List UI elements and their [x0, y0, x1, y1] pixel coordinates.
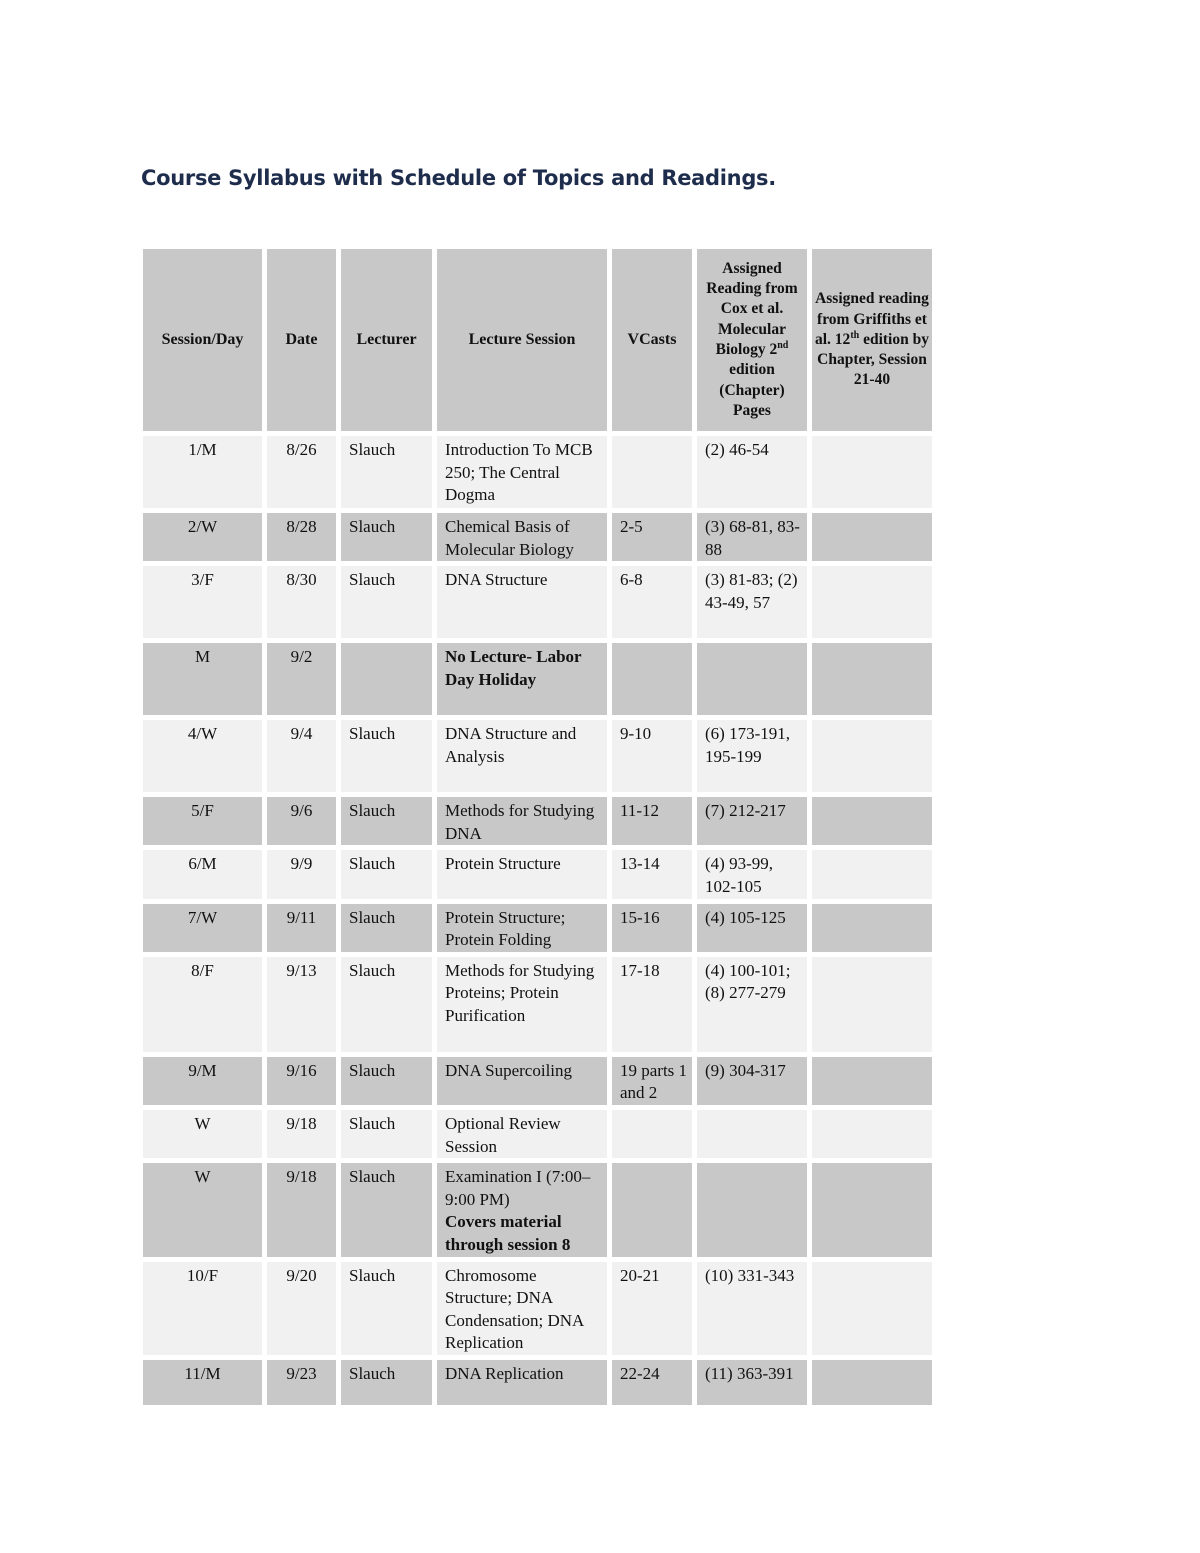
cell-lecture-session [437, 1163, 607, 1256]
header-griffiths-text-2: edition by Chapter, Session 21-40 [817, 330, 929, 389]
syllabus-table [138, 244, 937, 1410]
table-header-row [143, 249, 932, 431]
cell-session-day: 7/W [143, 904, 262, 952]
cell-session-day: M [143, 643, 262, 715]
table-row [143, 1110, 932, 1158]
cell-session-day: 6/M [143, 850, 262, 898]
cell-vcasts: 17-18 [612, 957, 692, 1052]
header-cox-reading [697, 249, 807, 431]
cell-griffiths-reading [812, 797, 932, 845]
cell-cox-reading: (7) 212-217 [697, 797, 807, 845]
cell-cox-reading: (4) 100-101; (8) 277-279 [697, 957, 807, 1052]
cell-lecture-session [437, 513, 607, 561]
lecture-topic-bold-text: Covers material through session 8 [445, 1212, 571, 1254]
cell-date: 9/6 [267, 797, 336, 845]
lecture-topic-text: Protein Structure; Protein Folding [445, 907, 566, 950]
cell-lecturer: Slauch [341, 436, 432, 508]
cell-cox-reading [697, 1163, 807, 1256]
cell-session-day: 11/M [143, 1360, 262, 1405]
header-griffiths-reading [812, 249, 932, 431]
cell-lecture-session [437, 1360, 607, 1405]
cell-griffiths-reading [812, 720, 932, 792]
cell-vcasts [612, 436, 692, 508]
cell-griffiths-reading [812, 566, 932, 638]
cell-session-day: 9/M [143, 1057, 262, 1105]
page-title: Course Syllabus with Schedule of Topics and Readings. [141, 166, 776, 190]
lecture-topic-text: Examination I (7:00–9:00 PM) [445, 1167, 591, 1209]
cell-cox-reading [697, 1110, 807, 1158]
cell-cox-reading: (6) 173-191, 195-199 [697, 720, 807, 792]
cell-griffiths-reading [812, 1057, 932, 1105]
cell-lecturer: Slauch [341, 904, 432, 952]
cell-lecture-session [437, 797, 607, 845]
cell-cox-reading: (2) 46-54 [697, 436, 807, 508]
table-row [143, 797, 932, 845]
table-row [143, 957, 932, 1052]
cell-lecturer: Slauch [341, 1110, 432, 1158]
cell-lecturer: Slauch [341, 850, 432, 898]
cell-vcasts: 19 parts 1 and 2 [612, 1057, 692, 1105]
cell-vcasts: 2-5 [612, 513, 692, 561]
cell-date: 9/20 [267, 1262, 336, 1355]
header-griffiths-superscript: th [850, 329, 860, 341]
cell-lecture-session [437, 1057, 607, 1105]
cell-lecturer: Slauch [341, 957, 432, 1052]
cell-lecturer: Slauch [341, 513, 432, 561]
header-cox-superscript: nd [777, 339, 789, 351]
cell-session-day: 3/F [143, 566, 262, 638]
table-row [143, 720, 932, 792]
lecture-topic-text: DNA Structure and Analysis [445, 724, 577, 766]
cell-griffiths-reading [812, 850, 932, 898]
cell-griffiths-reading [812, 904, 932, 952]
cell-vcasts: 9-10 [612, 720, 692, 792]
cell-lecture-session [437, 436, 607, 508]
lecture-topic-text: Methods for Studying Proteins; Protein Purification [445, 960, 595, 1025]
cell-cox-reading: (10) 331-343 [697, 1262, 807, 1355]
header-cox-text-2: edition (Chapter) Pages [719, 361, 785, 419]
cell-vcasts [612, 643, 692, 715]
table-row [143, 904, 932, 952]
cell-session-day: W [143, 1163, 262, 1256]
cell-vcasts [612, 1163, 692, 1256]
cell-date: 9/13 [267, 957, 336, 1052]
cell-cox-reading: (4) 93-99, 102-105 [697, 850, 807, 898]
cell-griffiths-reading [812, 513, 932, 561]
cell-vcasts [612, 1110, 692, 1158]
cell-date: 8/26 [267, 436, 336, 508]
cell-vcasts: 6-8 [612, 566, 692, 638]
cell-cox-reading: (9) 304-317 [697, 1057, 807, 1105]
cell-vcasts: 22-24 [612, 1360, 692, 1405]
cell-date: 9/23 [267, 1360, 336, 1405]
lecture-topic-text: Chemical Basis of Molecular Biology [445, 517, 574, 559]
table-row [143, 1057, 932, 1105]
header-griffiths-text: Assigned reading from Griffiths et al. 12 [815, 290, 929, 348]
lecture-topic-bold-text: No Lecture- Labor Day Holiday [445, 647, 582, 689]
lecture-topic-text: Protein Structure [445, 854, 561, 874]
table-row [143, 850, 932, 898]
cell-lecturer: Slauch [341, 720, 432, 792]
table-row [143, 1360, 932, 1405]
cell-griffiths-reading [812, 1360, 932, 1405]
cell-griffiths-reading [812, 957, 932, 1052]
table-row [143, 436, 932, 508]
cell-lecturer: Slauch [341, 1057, 432, 1105]
cell-date: 9/9 [267, 850, 336, 898]
cell-lecture-session [437, 957, 607, 1052]
cell-session-day: 1/M [143, 436, 262, 508]
cell-lecturer: Slauch [341, 1163, 432, 1256]
lecture-topic-text: Methods for Studying DNA [445, 801, 595, 843]
header-cox-text: Assigned Reading from Cox et al. Molecular Biology 2 [706, 259, 798, 358]
lecture-topic-text: Optional Review Session [445, 1113, 561, 1156]
cell-lecturer [341, 643, 432, 715]
cell-session-day: 10/F [143, 1262, 262, 1355]
lecture-topic-text: Chromosome Structure; DNA Condensation; DNA Replication [445, 1265, 584, 1353]
table-row [143, 643, 932, 715]
cell-vcasts: 20-21 [612, 1262, 692, 1355]
cell-date: 8/30 [267, 566, 336, 638]
cell-lecture-session [437, 1110, 607, 1158]
cell-session-day: 5/F [143, 797, 262, 845]
cell-date: 9/2 [267, 643, 336, 715]
table-row [143, 1163, 932, 1256]
cell-lecturer: Slauch [341, 797, 432, 845]
header-lecture-session: Lecture Session [437, 249, 607, 431]
cell-date: 8/28 [267, 513, 336, 561]
table-body [143, 436, 932, 1405]
lecture-topic-text: DNA Structure [445, 570, 548, 590]
cell-lecturer: Slauch [341, 1360, 432, 1405]
cell-lecture-session [437, 904, 607, 952]
lecture-topic-text: DNA Supercoiling [445, 1060, 573, 1080]
cell-session-day: 8/F [143, 957, 262, 1052]
cell-lecture-session [437, 850, 607, 898]
header-vcasts: VCasts [612, 249, 692, 431]
lecture-topic-text: Introduction To MCB 250; The Central Dogma [445, 440, 593, 505]
cell-date: 9/16 [267, 1057, 336, 1105]
table-row [143, 566, 932, 638]
cell-cox-reading: (3) 81-83; (2) 43-49, 57 [697, 566, 807, 638]
cell-vcasts: 11-12 [612, 797, 692, 845]
header-lecturer: Lecturer [341, 249, 432, 431]
cell-cox-reading: (4) 105-125 [697, 904, 807, 952]
cell-session-day: W [143, 1110, 262, 1158]
cell-lecturer: Slauch [341, 566, 432, 638]
cell-lecture-session [437, 566, 607, 638]
cell-griffiths-reading [812, 436, 932, 508]
cell-griffiths-reading [812, 1163, 932, 1256]
cell-lecturer: Slauch [341, 1262, 432, 1355]
cell-griffiths-reading [812, 1110, 932, 1158]
cell-session-day: 2/W [143, 513, 262, 561]
cell-cox-reading: (11) 363-391 [697, 1360, 807, 1405]
cell-date: 9/4 [267, 720, 336, 792]
cell-vcasts: 13-14 [612, 850, 692, 898]
header-session-day: Session/Day [143, 249, 262, 431]
cell-date: 9/11 [267, 904, 336, 952]
lecture-topic-text: DNA Replication [445, 1363, 564, 1383]
cell-session-day: 4/W [143, 720, 262, 792]
cell-lecture-session [437, 720, 607, 792]
cell-lecture-session [437, 1262, 607, 1355]
cell-cox-reading: (3) 68-81, 83-88 [697, 513, 807, 561]
table-row [143, 513, 932, 561]
cell-date: 9/18 [267, 1163, 336, 1256]
cell-griffiths-reading [812, 643, 932, 715]
cell-date: 9/18 [267, 1110, 336, 1158]
cell-lecture-session [437, 643, 607, 715]
cell-vcasts: 15-16 [612, 904, 692, 952]
table-row [143, 1262, 932, 1355]
cell-cox-reading [697, 643, 807, 715]
header-date: Date [267, 249, 336, 431]
cell-griffiths-reading [812, 1262, 932, 1355]
